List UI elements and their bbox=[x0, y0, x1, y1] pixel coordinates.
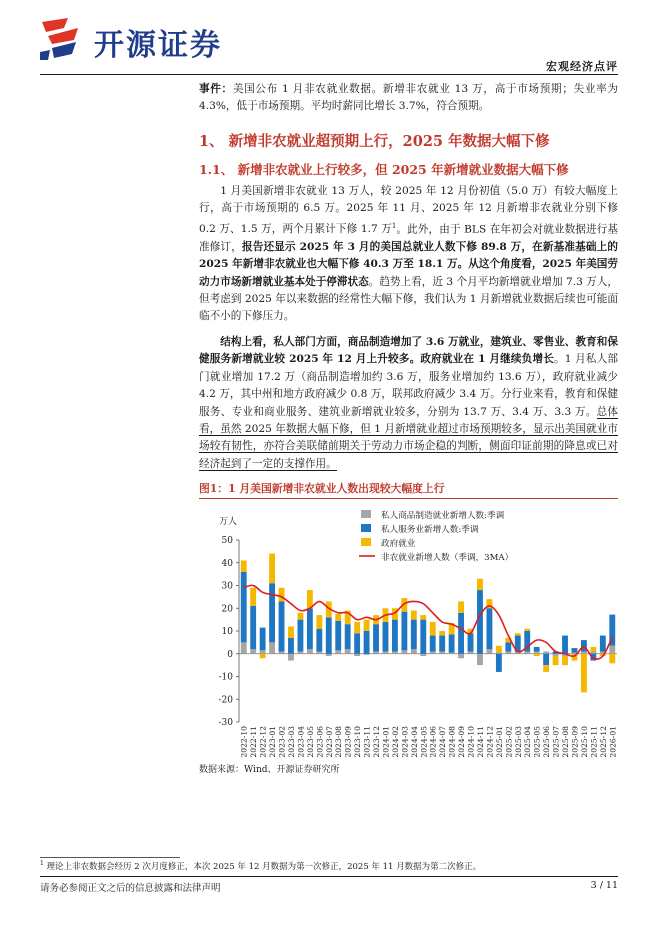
chart-x-ticks bbox=[240, 726, 618, 758]
bar-services bbox=[534, 647, 540, 652]
bar-government bbox=[496, 646, 502, 653]
bar-goods bbox=[316, 651, 322, 653]
bar-goods bbox=[279, 651, 285, 653]
bar-services bbox=[279, 601, 285, 651]
bar-government bbox=[250, 588, 256, 606]
bar-government bbox=[260, 654, 266, 659]
bar-goods bbox=[364, 654, 370, 655]
bar-goods bbox=[326, 654, 332, 656]
x-tick-label: 2022-11 bbox=[249, 726, 259, 758]
bar-goods bbox=[383, 651, 389, 653]
event-label: 事件： bbox=[199, 83, 233, 95]
bar-government bbox=[288, 626, 294, 637]
bar-services bbox=[562, 636, 568, 654]
bar-government bbox=[411, 611, 417, 620]
bar-services bbox=[543, 654, 549, 665]
y-tick-label: 40 bbox=[221, 558, 233, 569]
bar-services bbox=[345, 624, 351, 649]
bar-services bbox=[364, 631, 370, 654]
bar-government bbox=[543, 665, 549, 672]
x-tick-label: 2023-08 bbox=[334, 726, 344, 758]
y-tick-label: 50 bbox=[221, 536, 233, 546]
footer-disclaimer: 请务必参阅正文之后的信息披露和法律声明 bbox=[40, 883, 221, 894]
legend-label-government: 政府就业 bbox=[381, 539, 416, 549]
footnote-divider bbox=[40, 857, 180, 858]
x-tick-label: 2025-01 bbox=[494, 726, 504, 758]
bar-government bbox=[534, 654, 540, 656]
x-tick-label: 2024-12 bbox=[485, 726, 495, 758]
x-tick-label: 2024-08 bbox=[447, 726, 457, 758]
bar-goods bbox=[590, 651, 596, 653]
x-tick-label: 2024-05 bbox=[419, 726, 429, 758]
legend-label-services: 私人服务业新增人数:季调 bbox=[381, 525, 479, 535]
x-tick-label: 2023-03 bbox=[286, 726, 296, 758]
bar-government bbox=[430, 622, 436, 636]
bar-government bbox=[420, 615, 426, 620]
figure-source: 数据来源：Wind、开源证券研究所 bbox=[199, 765, 340, 775]
bar-government bbox=[590, 647, 596, 652]
bar-goods bbox=[449, 653, 455, 654]
bar-goods bbox=[335, 650, 341, 653]
x-tick-label: 2024-11 bbox=[475, 726, 485, 758]
bar-services bbox=[269, 583, 275, 642]
bar-goods bbox=[297, 651, 303, 653]
bar-goods bbox=[260, 650, 266, 653]
bar-services bbox=[316, 629, 322, 652]
bar-services bbox=[326, 617, 332, 653]
bar-government bbox=[515, 633, 521, 635]
x-tick-label: 2023-10 bbox=[353, 726, 363, 758]
report-type: 宏观经济点评 bbox=[546, 60, 618, 73]
bar-government bbox=[307, 590, 313, 608]
bar-goods bbox=[439, 651, 445, 653]
bar-goods bbox=[269, 642, 275, 653]
para2-bold: 结构上看，私人部门方面，商品制造增加了 3.6 万就业，建筑业、零售业、教育和保健服务新增就业较 2025 年 12 月上升较多。政府就业在 1 月继续负增长 bbox=[199, 336, 618, 366]
section-1-1-heading: 1.1、 新增非农就业上行较多，但 2025 年新增就业数据大幅下修 bbox=[199, 162, 569, 177]
bar-government bbox=[458, 601, 464, 612]
bar-government bbox=[553, 656, 559, 665]
bar-government bbox=[524, 629, 530, 631]
bar-government bbox=[477, 579, 483, 590]
para1-text-b: 。此外，由于 BLS 在年初会对就业数据进行基准修订， bbox=[199, 223, 619, 253]
bar-goods bbox=[345, 649, 351, 654]
y-tick-label: 10 bbox=[221, 627, 233, 637]
x-tick-label: 2023-07 bbox=[324, 726, 334, 758]
chart-legend bbox=[359, 509, 513, 563]
chart-axes bbox=[219, 515, 618, 728]
x-tick-label: 2025-06 bbox=[542, 726, 552, 758]
x-tick-label: 2025-12 bbox=[598, 726, 608, 758]
bar-services bbox=[581, 640, 587, 651]
bar-government bbox=[297, 613, 303, 620]
bar-services bbox=[392, 620, 398, 652]
bar-services bbox=[496, 654, 502, 672]
bar-services bbox=[401, 612, 407, 651]
bar-services bbox=[458, 613, 464, 654]
para1-text-c: 。趋势上看，近 3 个月平均新增就业增加 7.3 万人，但考虑到 2025 年以来数据的经常性大幅下修，我们认为 1 月新增就业数据后续也可能面临不小的下修压力。 bbox=[199, 275, 618, 323]
bar-goods bbox=[401, 650, 407, 653]
y-tick-label: 30 bbox=[221, 581, 233, 592]
bar-government bbox=[354, 622, 360, 633]
x-tick-label: 2023-01 bbox=[268, 726, 278, 758]
company-logo bbox=[38, 14, 258, 64]
x-tick-label: 2024-07 bbox=[438, 726, 448, 758]
y-tick-label: -10 bbox=[218, 672, 233, 683]
event-paragraph bbox=[199, 81, 618, 116]
bar-goods bbox=[392, 651, 398, 653]
bar-goods bbox=[486, 649, 492, 654]
x-tick-label: 2023-09 bbox=[343, 726, 353, 758]
bar-government bbox=[241, 560, 247, 571]
bar-services bbox=[354, 633, 360, 653]
bar-services bbox=[373, 624, 379, 651]
bar-services bbox=[505, 642, 511, 651]
bar-services bbox=[307, 608, 313, 649]
bar-goods bbox=[505, 651, 511, 653]
x-tick-label: 2023-05 bbox=[305, 726, 315, 758]
chart-bars bbox=[241, 554, 615, 693]
x-tick-label: 2023-12 bbox=[372, 726, 382, 758]
x-tick-label: 2024-01 bbox=[381, 726, 391, 758]
x-tick-label: 2026-01 bbox=[608, 726, 618, 758]
bar-services bbox=[486, 608, 492, 649]
x-tick-label: 2024-06 bbox=[428, 726, 438, 758]
bar-goods bbox=[496, 653, 502, 654]
x-tick-label: 2022-10 bbox=[239, 726, 249, 758]
bar-goods bbox=[524, 651, 530, 653]
bar-goods bbox=[354, 654, 360, 656]
x-tick-label: 2023-06 bbox=[315, 726, 325, 758]
event-text: 美国公布 1 月非农就业数据。新增非农就业 13 万，高于市场预期；失业率为 4.3%，低于市场预期。平均时薪同比增长 3.7%，符合预期。 bbox=[199, 83, 619, 113]
bar-services bbox=[288, 638, 294, 654]
bar-goods bbox=[534, 651, 540, 653]
bar-government bbox=[609, 654, 615, 664]
logo-text: 开源证券 bbox=[94, 28, 222, 63]
legend-swatch-goods bbox=[361, 510, 371, 518]
x-tick-label: 2022-12 bbox=[258, 726, 268, 758]
x-tick-label: 2024-02 bbox=[390, 726, 400, 758]
footnote-mark: 1 bbox=[40, 860, 44, 868]
bar-goods bbox=[543, 651, 549, 653]
x-tick-label: 2025-11 bbox=[589, 726, 599, 758]
bar-services bbox=[250, 606, 256, 649]
bar-goods bbox=[468, 651, 474, 653]
paragraph-headline-data bbox=[199, 183, 618, 326]
bar-services bbox=[449, 634, 455, 652]
bar-services bbox=[260, 628, 266, 651]
bar-goods bbox=[553, 654, 559, 656]
bar-services bbox=[241, 572, 247, 643]
header-divider bbox=[40, 74, 618, 75]
bar-services bbox=[572, 648, 578, 653]
bar-government bbox=[439, 631, 445, 636]
bar-goods bbox=[373, 651, 379, 653]
y-unit-label: 万人 bbox=[219, 517, 238, 527]
bar-services bbox=[600, 636, 606, 652]
bar-services bbox=[468, 633, 474, 651]
nonfarm-payroll-chart bbox=[199, 500, 619, 762]
bar-goods bbox=[250, 649, 256, 654]
x-tick-label: 2025-03 bbox=[513, 726, 523, 758]
x-tick-label: 2025-05 bbox=[532, 726, 542, 758]
bar-services bbox=[439, 636, 445, 652]
bar-government bbox=[562, 656, 568, 665]
bar-government bbox=[335, 614, 341, 621]
bar-goods bbox=[430, 651, 436, 653]
para2-text-a: 。1 月私人部门就业增加 17.2 万（商品制造增加约 3.6 万，服务业增加约 13.6 万），政府就业减少 4.2 万，其中州和地方政府减少 0.8 万，联邦政府减少 3.4 万。分行业来看，教育和保健服务、专业和商业服务、建筑业新增就业较多，分别为 13.7 万、3.4 万、3.3 万。 bbox=[199, 353, 618, 418]
figure-title: 图1：1 月美国新增非农就业人数出现较大幅度上行 bbox=[199, 482, 445, 495]
footer-divider bbox=[40, 876, 618, 877]
x-tick-label: 2024-03 bbox=[400, 726, 410, 758]
bar-services bbox=[335, 621, 341, 651]
bar-government bbox=[316, 615, 322, 629]
x-tick-label: 2025-04 bbox=[523, 726, 533, 758]
footnote bbox=[40, 860, 481, 872]
legend-label-line: 非农就业新增人数（季调，3MA） bbox=[381, 553, 514, 563]
bar-goods bbox=[420, 654, 426, 656]
footnote-text: 理论上非农数据会经历 2 次月度修正，本次 2025 年 12 月数据为第一次修正，2025 年 11 月数据为第二次修正。 bbox=[43, 862, 482, 872]
footnote-ref: 1 bbox=[391, 221, 397, 230]
x-tick-label: 2025-07 bbox=[551, 726, 561, 758]
bar-goods bbox=[477, 654, 483, 665]
page-number: 3 / 11 bbox=[590, 880, 618, 891]
bar-government bbox=[269, 554, 275, 584]
bar-services bbox=[430, 636, 436, 652]
para1-bold: 报告还显示 2025 年 3 月的美国总就业人数下修 89.8 万，在新基准基础上的 2025 年新增非农就业也大幅下修 40.3 万至 18.1 万。从这个角度看，2025 年美国劳动力市场新增就业基本处于停滞状态 bbox=[199, 240, 618, 288]
legend-swatch-services bbox=[361, 524, 371, 532]
paragraph-structure bbox=[199, 334, 618, 473]
bar-government bbox=[364, 620, 370, 631]
section-1-heading: 1、 新增非农就业超预期上行，2025 年数据大幅下修 bbox=[199, 133, 550, 150]
bar-services bbox=[383, 622, 389, 652]
legend-label-goods: 私人商品制造就业新增人数:季调 bbox=[381, 511, 505, 521]
legend-swatch-government bbox=[361, 538, 371, 546]
bar-government bbox=[581, 654, 587, 693]
bar-government bbox=[279, 588, 285, 602]
bar-services bbox=[411, 620, 417, 650]
bar-goods bbox=[609, 646, 615, 654]
x-tick-label: 2025-08 bbox=[561, 726, 571, 758]
bar-goods bbox=[241, 642, 247, 653]
bar-goods bbox=[411, 649, 417, 654]
x-tick-label: 2023-11 bbox=[362, 726, 372, 758]
x-tick-label: 2024-04 bbox=[409, 726, 419, 758]
y-tick-label: -20 bbox=[218, 695, 233, 706]
bar-services bbox=[297, 620, 303, 652]
bar-services bbox=[420, 620, 426, 654]
x-tick-label: 2025-02 bbox=[504, 726, 514, 758]
figure-title-divider bbox=[199, 498, 618, 499]
x-tick-label: 2025-09 bbox=[570, 726, 580, 758]
x-tick-label: 2024-09 bbox=[457, 726, 467, 758]
bar-goods bbox=[458, 654, 464, 659]
y-tick-label: 20 bbox=[221, 604, 233, 615]
x-tick-label: 2025-10 bbox=[579, 726, 589, 758]
x-tick-label: 2024-10 bbox=[466, 726, 476, 758]
para1-text-a: 1 月美国新增非农就业 13 万人，较 2025 年 12 月份初值（5.0 万）有较大幅度上行，高于市场预期的 6.5 万。2025 年 11 月、2025 年 12 月新增非农就业分别下修 0.2 万、1.5 万，两个月累计下修 1.7 万 bbox=[199, 185, 618, 236]
bar-services bbox=[477, 590, 483, 654]
y-tick-label: 0 bbox=[227, 649, 233, 660]
x-tick-label: 2023-02 bbox=[277, 726, 287, 758]
bar-goods bbox=[581, 651, 587, 653]
y-tick-label: -30 bbox=[218, 718, 233, 728]
bar-goods bbox=[307, 649, 313, 654]
para2-underlined: 总体看，虽然 2025 年数据大幅下修，但 1 月新增就业超过市场预期较多，显示出美国就业市场较有韧性，亦符合美联储前期关于劳动力市场企稳的判断，侧面印证前期的降息或已对经济起到了一定的支撑作用。 bbox=[199, 405, 619, 470]
bar-goods bbox=[288, 654, 294, 661]
x-tick-label: 2023-04 bbox=[296, 726, 306, 758]
logo-mark-icon bbox=[38, 14, 88, 64]
